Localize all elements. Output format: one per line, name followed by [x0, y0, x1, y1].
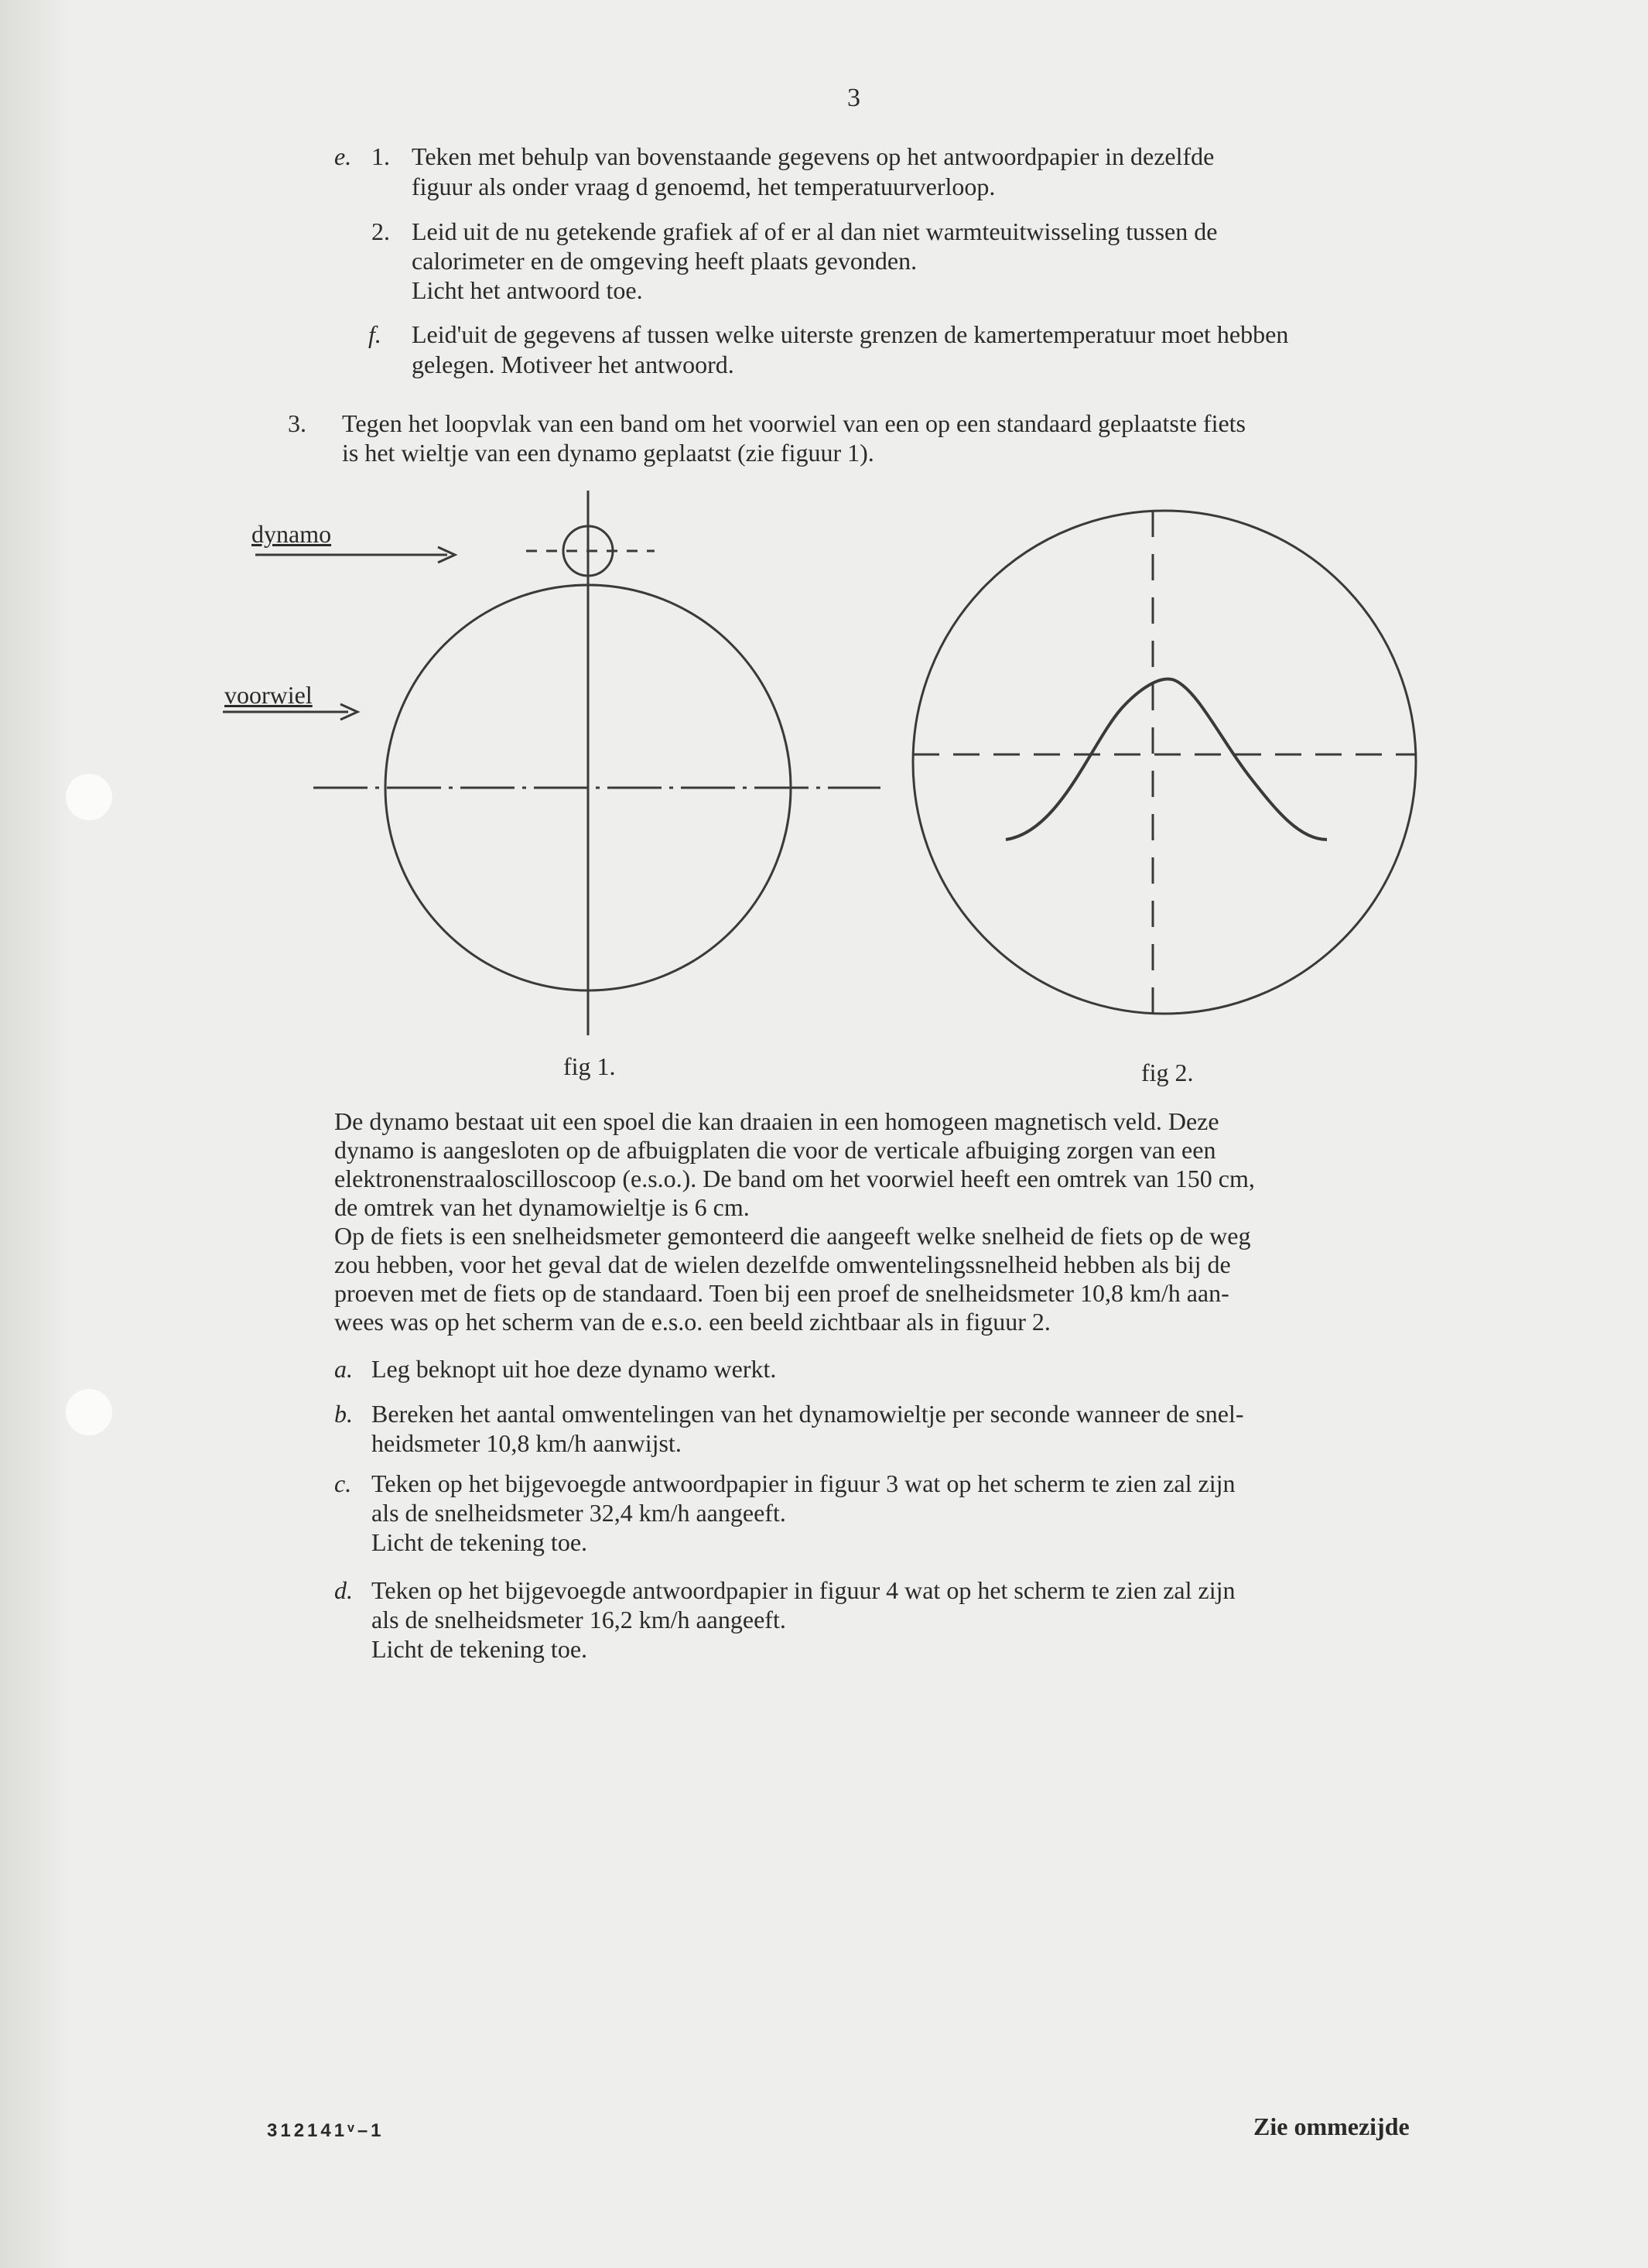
fig2-caption: fig 2. — [1141, 1059, 1194, 1086]
question-3-body-line-8: wees was op het scherm van de e.s.o. een beeld zichtbaar als in figuur 2. — [334, 1308, 1051, 1336]
question-3-body-line-3: elektronenstraaloscilloscoop (e.s.o.). De band om het voorwiel heeft een omtrek van 150 cm, — [334, 1165, 1255, 1192]
question-e2-line-3: Licht het antwoord toe. — [412, 276, 643, 304]
question-3-body-line-5: Op de fiets is een snelheidsmeter gemonteerd die aangeeft welke snelheid de fiets op de weg — [334, 1222, 1251, 1250]
question-e1-number: 1. — [371, 142, 390, 170]
fig2-signal-curve — [1006, 679, 1327, 840]
turn-over-note: Zie ommezijde — [1253, 2112, 1410, 2140]
question-3-body-line-6: zou hebben, voor het geval dat de wielen dezelfde omwentelingssnelheid hebben als bij de — [334, 1250, 1231, 1278]
question-3a-marker: a. — [334, 1355, 353, 1383]
figures-svg — [0, 0, 1648, 1099]
question-3d-line-2: als de snelheidsmeter 16,2 km/h aangeeft. — [371, 1606, 786, 1633]
question-f-line-2: gelegen. Motiveer het antwoord. — [412, 351, 734, 378]
question-3-intro-line-2: is het wieltje van een dynamo geplaatst (zie figuur 1). — [342, 439, 874, 467]
fig1-caption: fig 1. — [563, 1052, 616, 1080]
question-f-line-1: Leid'uit de gegevens af tussen welke uiterste grenzen de kamertemperatuur moet hebben — [412, 320, 1289, 348]
question-3c-marker: c. — [334, 1469, 352, 1497]
question-3d-line-1: Teken op het bijgevoegde antwoordpapier in figuur 4 wat op het scherm te zien zal zijn — [371, 1576, 1236, 1604]
question-e1-line-1: Teken met behulp van bovenstaande gegevens op het antwoordpapier in dezelfde — [412, 142, 1215, 170]
question-f-marker: f. — [368, 320, 381, 348]
question-3-intro-line-1: Tegen het loopvlak van een band om het voorwiel van een op een standaard geplaatste fiets — [342, 409, 1246, 437]
question-e1-line-2: figuur als onder vraag d genoemd, het temperatuurverloop. — [412, 173, 996, 200]
question-3d-line-3: Licht de tekening toe. — [371, 1635, 588, 1663]
question-3-number: 3. — [288, 409, 306, 437]
oscilloscope-screen-circle — [913, 511, 1416, 1014]
question-e2-line-2: calorimeter en de omgeving heeft plaats gevonden. — [412, 247, 918, 275]
question-3b-line-1: Bereken het aantal omwentelingen van het dynamowieltje per seconde wanneer de snel- — [371, 1400, 1244, 1428]
question-3c-line-3: Licht de tekening toe. — [371, 1528, 588, 1556]
page-number: 3 — [847, 84, 860, 112]
question-3c-line-1: Teken op het bijgevoegde antwoordpapier in figuur 3 wat op het scherm te zien zal zijn — [371, 1469, 1236, 1497]
question-3a-line-1: Leg beknopt uit hoe deze dynamo werkt. — [371, 1355, 777, 1383]
question-3c-line-2: als de snelheidsmeter 32,4 km/h aangeeft. — [371, 1499, 786, 1527]
question-3-body-line-4: de omtrek van het dynamowieltje is 6 cm. — [334, 1193, 750, 1221]
question-3b-marker: b. — [334, 1400, 353, 1428]
question-e-marker: e. — [334, 142, 352, 170]
question-3-body-line-2: dynamo is aangesloten op de afbuigplaten die voor de verticale afbuiging zorgen van een — [334, 1136, 1216, 1164]
question-3b-line-2: heidsmeter 10,8 km/h aanwijst. — [371, 1429, 682, 1457]
exam-code: 312141ᵛ–1 — [267, 2120, 385, 2141]
question-e2-number: 2. — [371, 217, 390, 245]
question-e2-line-1: Leid uit de nu getekende grafiek af of er al dan niet warmteuitwisseling tussen de — [412, 217, 1218, 245]
fig1-label-dynamo: dynamo — [251, 520, 332, 548]
punch-hole-lower — [66, 1389, 112, 1435]
question-3-body-line-7: proeven met de fiets op de standaard. Toen bij een proef de snelheidsmeter 10,8 km/h aan- — [334, 1279, 1229, 1307]
question-3-body-line-1: De dynamo bestaat uit een spoel die kan draaien in een homogeen magnetisch veld. Deze — [334, 1107, 1219, 1135]
question-3d-marker: d. — [334, 1576, 353, 1604]
fig1-label-voorwiel: voorwiel — [224, 681, 313, 709]
